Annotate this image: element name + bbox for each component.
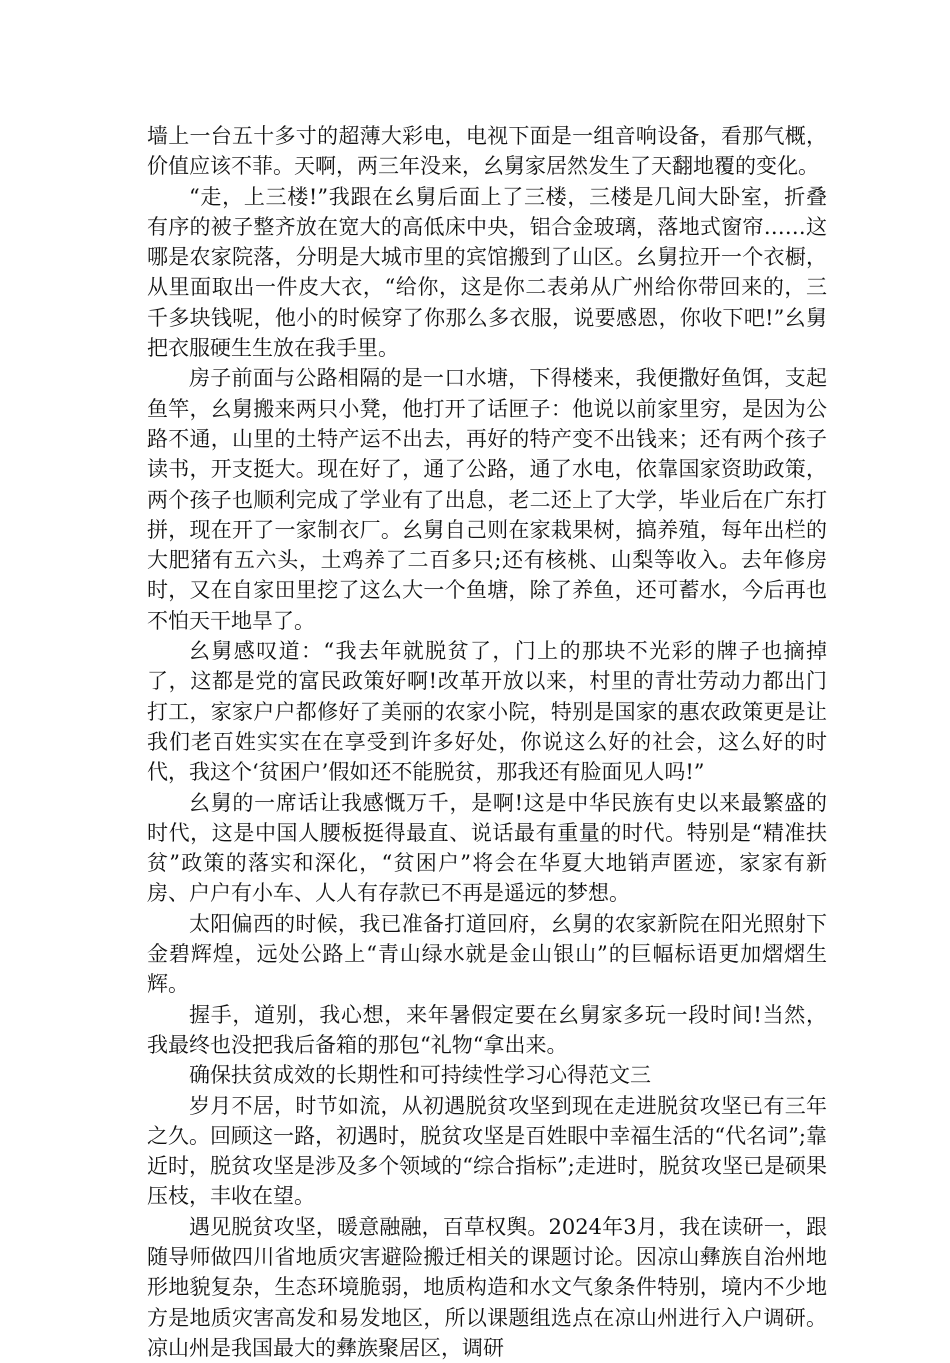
paragraph-uncle-sigh: 幺舅感叹道：“我去年就脱贫了，门上的那块不光彩的牌子也摘掉了，这都是党的富民政策好啊!改革开放以来，村里的青壮劳动力都出门打工，家家户户都修好了美丽的农家小院，特别是国家的惠农政策更是让我们老百姓实实在在享受到许多好处，你说这么好的社会，这么好的时代，我这个‘贫困户’假如还不能脱贫，那我还有脸面见人吗!”: [147, 639, 827, 785]
document-page: [147, 121, 827, 1363]
paragraph-third-floor: “走，上三楼!”我跟在幺舅后面上了三楼，三楼是几间大卧室，折叠有序的被子整齐放在宽大的高低床中央，铝合金玻璃，落地式窗帘……这哪是农家院落，分明是大城市里的宾馆搬到了山区。幺舅拉开一个衣橱，从里面取出一件皮大衣，“给你，这是你二表弟从广州给你带回来的，三千多块钱呢，他小的时候穿了你那么多衣服，说要感恩，你收下吧!”幺舅把衣服硬生生放在我手里。: [147, 184, 827, 361]
paragraph-reflection: 幺舅的一席话让我感慨万千，是啊!这是中华民族有史以来最繁盛的时代，这是中国人腰板挺得最直、说话最有重量的时代。特别是“精准扶贫”政策的落实和深化，“贫困户”将会在华夏大地销声匿迹，家家有新房、户户有小车、人人有存款已不再是遥远的梦想。: [147, 790, 827, 906]
paragraph-research: 遇见脱贫攻坚，暖意融融，百草权舆。2024年3月，我在读研一，跟随导师做四川省地质灾害避险搬迁相关的课题讨论。因凉山彝族自治州地形地貌复杂，生态环境脆弱，地质构造和水文气象条件特别，境内不少地方是地质灾害高发和易发地区，所以课题组选点在凉山州进行入户调研。凉山州是我国最大的彝族聚居区，调研: [147, 1214, 827, 1360]
paragraph-fish-pond: 房子前面与公路相隔的是一口水塘，下得楼来，我便撒好鱼饵，支起鱼竿，幺舅搬来两只小凳，他打开了话匣子：他说以前家里穷，是因为公路不通，山里的土特产运不出去，再好的特产变不出钱来；还有两个孩子读书，开支挺大。现在好了，通了公路，通了水电，依靠国家资助政策，两个孩子也顺利完成了学业有了出息，老二还上了大学，毕业后在广东打拼，现在开了一家制衣厂。幺舅自己则在家栽果树，搞养殖，每年出栏的大肥猪有五六头，土鸡养了二百多只;还有核桃、山梨等收入。去年修房时，又在自家田里挖了这么大一个鱼塘，除了养鱼，还可蓄水，今后再也不怕天干地旱了。: [147, 366, 827, 633]
paragraph-farewell: 握手，道别，我心想，来年暑假定要在幺舅家多玩一段时间!当然，我最终也没把我后备箱的那包“礼物“拿出来。: [147, 1002, 827, 1057]
section-heading: 确保扶贫成效的长期性和可持续性学习心得范文三: [189, 1063, 651, 1088]
paragraph-tv-description: 墙上一台五十多寸的超薄大彩电，电视下面是一组音响设备，看那气概，价值应该不菲。天啊，两三年没来，幺舅家居然发生了天翻地覆的变化。: [147, 124, 827, 179]
paragraph-sunset: 太阳偏西的时候，我已准备打道回府，幺舅的农家新院在阳光照射下金碧辉煌，远处公路上“青山绿水就是金山银山”的巨幅标语更加熠熠生辉。: [147, 911, 827, 997]
paragraph-years-pass: 岁月不居，时节如流，从初遇脱贫攻坚到现在走进脱贫攻坚已有三年之久。回顾这一路，初遇时，脱贫攻坚是百姓眼中幸福生活的“代名词”;靠近时，脱贫攻坚是涉及多个领域的“综合指标”;走进时，脱贫攻坚已是硕果压枝，丰收在望。: [147, 1093, 827, 1209]
